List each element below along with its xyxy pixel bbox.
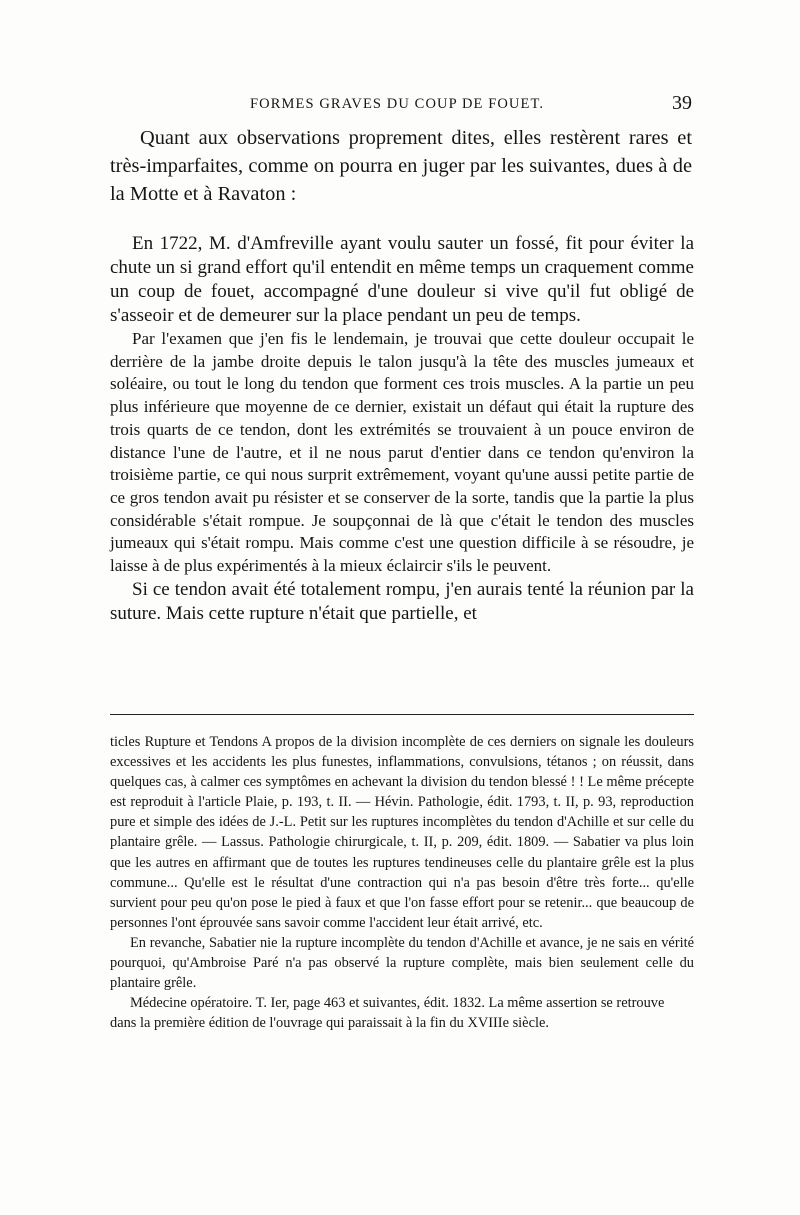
intro-paragraph: Quant aux observations proprement dites, elles restèrent rares et très-imparfaites, comme on pourra en juger par les suivantes, dues à de la Motte et à Ravaton :: [110, 127, 692, 205]
footnote-paragraph: En revanche, Sabatier nie la rupture incomplète du tendon d'Achille et avance, je ne sais en vérité pourquoi, qu'Ambroise Paré n'a pas observé la rupture complète, mais bien seulement celle du plantaire grêle.: [110, 934, 694, 992]
footnote-paragraph: Médecine opératoire. T. Ier, page 463 et suivantes, édit. 1832. La même assertion se retrouve dans la première édition de l'ouvrage qui paraissait à la fin du XVIIIe siècle.: [110, 995, 665, 1032]
footnote-rule: [110, 714, 694, 715]
page-number: 39: [672, 92, 692, 114]
body-paragraph: Si ce tendon avait été totalement rompu, j'en aurais tenté la réunion par la suture. Mais cette rupture n'était que partielle, et: [110, 578, 694, 624]
body-paragraph: Par l'examen que j'en fis le lendemain, je trouvai que cette douleur occupait le derrière de la jambe droite depuis le talon jusqu'à la tête des muscles jumeaux et soléaire, ou tout le long du tendon que forment ces trois muscles. A la partie un peu plus inférieure que moyenne de ce dernier, existait un défaut qui était la rupture des trois quarts de ce tendon, dont les extrémités se trouvaient à un pouce environ de distance l'une de l'autre, et il ne nous parut d'entier dans ce tendon qu'environ la troisième partie, ce qui nous surprit extrêmement, voyant qu'une aussi petite partie de ce gros tendon avait pu résister et se conserver de la sorte, tandis que la partie la plus considérable s'était rompue. Je soupçonnai de là que c'était le tendon des muscles jumeaux qui s'était rompu. Mais comme c'est une question difficile à se résoudre, je laisse à de plus expérimentés à la mieux éclaircir s'ils le peuvent.: [110, 329, 694, 576]
running-head: [110, 94, 692, 118]
footnote-paragraph: ticles Rupture et Tendons A propos de la division incomplète de ces derniers on signale les douleurs excessives et les accidents les plus funestes, inflammations, convulsions, tétanos ; on réussit, dans quelques cas, à calmer ces symptômes en achevant la division du tendon blessé ! ! Le même précepte est reproduit à l'article Plaie, p. 193, t. II. — Hévin. Pathologie, édit. 1793, t. II, p. 93, reproduction pure et simple des idées de J.-L. Petit sur les ruptures incomplètes du tendon d'Achille et sur celle du plantaire grêle. — Lassus. Pathologie chirurgicale, t. II, p. 209, édit. 1809. — Sabatier va plus loin que les autres en affirmant que de toutes les ruptures tendineuses celle du plantaire grêle est la plus commune... Qu'elle est le résultat d'une contraction qui n'a pas besoin d'être très forte... qu'elle survient pour peu qu'on pose le pied à faux et que l'on fasse effort pour se retenir... que beaucoup de personnes l'ont éprouvée sans savoir comme l'accident leur était arrivé, etc.: [110, 734, 694, 931]
quoted-observation: [110, 232, 694, 626]
running-title: FORMES GRAVES DU COUP DE FOUET.: [250, 96, 545, 112]
footnotes: [110, 732, 694, 1033]
body-paragraph: En 1722, M. d'Amfreville ayant voulu sauter un fossé, fit pour éviter la chute un si grand effort qu'il entendit en même temps un craquement comme un coup de fouet, accompagné d'une douleur si vive qu'il fut obligé de s'asseoir et de demeurer sur la place pendant un peu de temps.: [110, 233, 694, 326]
